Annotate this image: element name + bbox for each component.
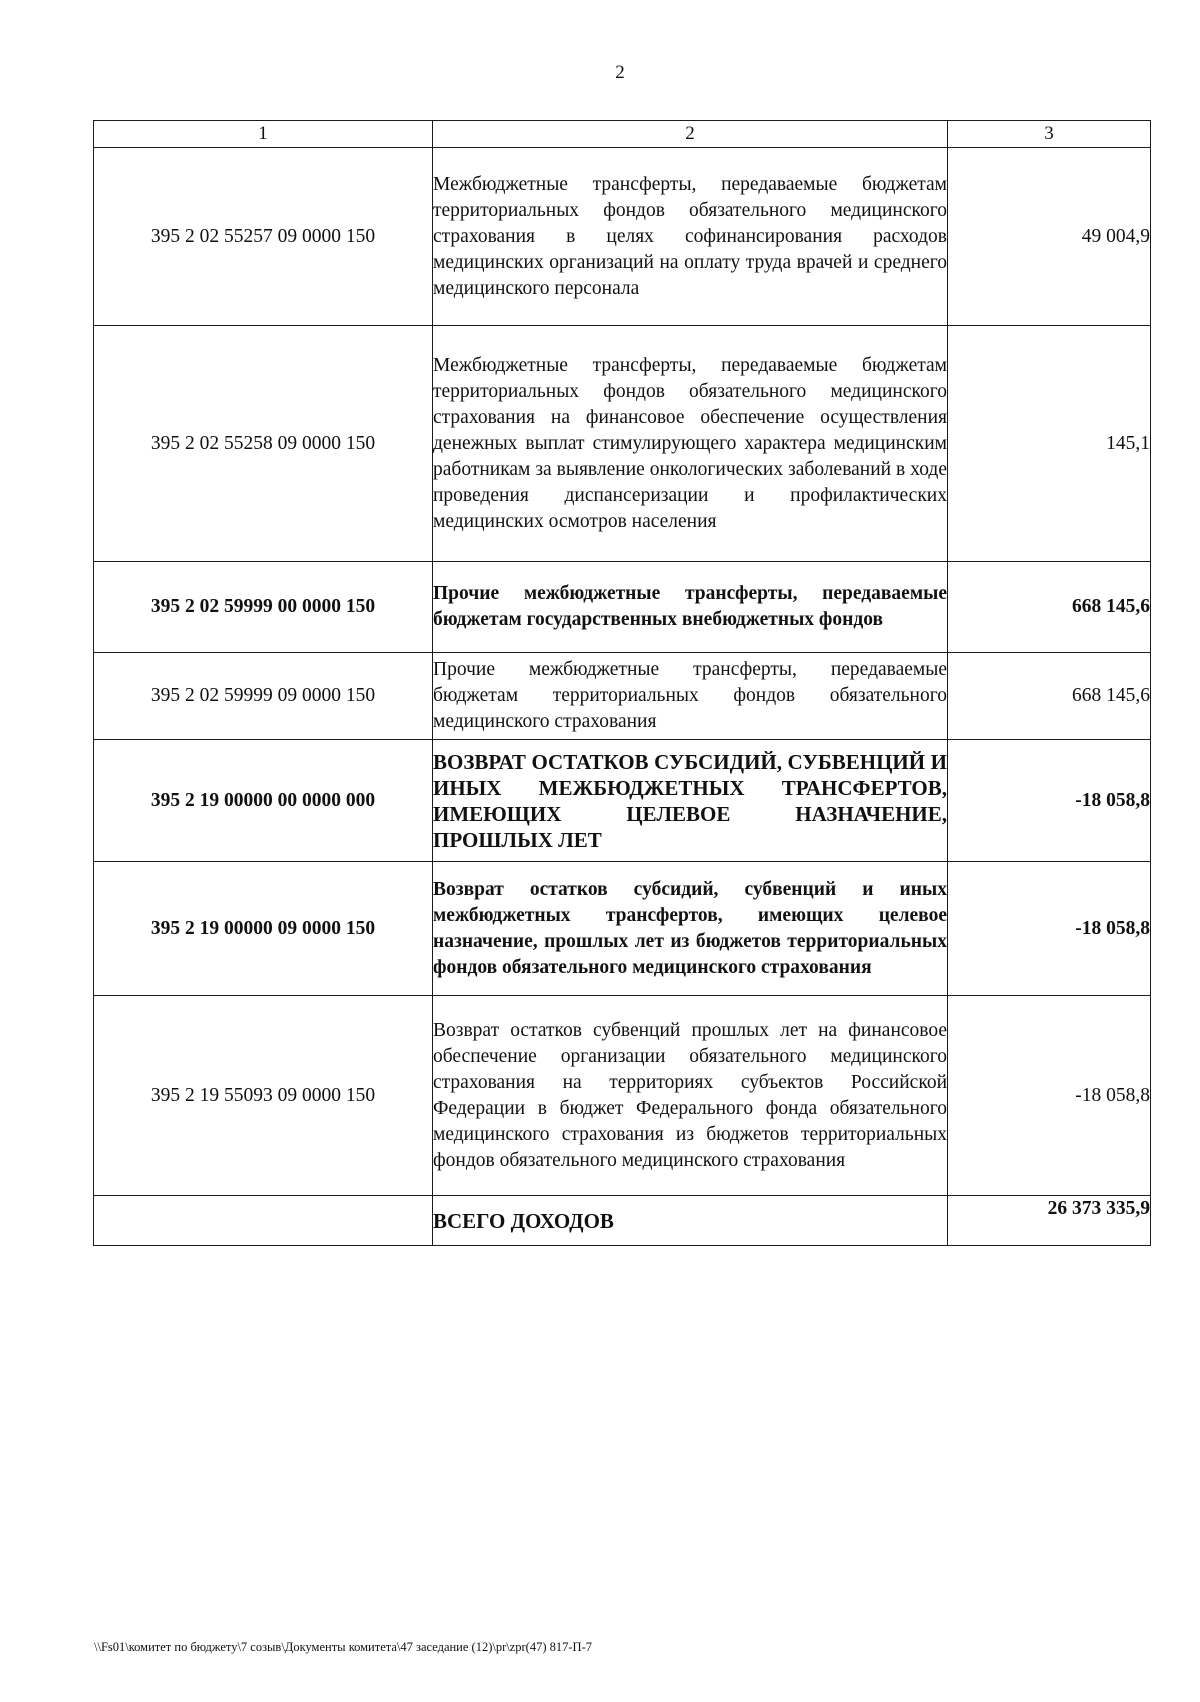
- row-code: 395 2 02 55258 09 0000 150: [94, 326, 433, 562]
- row-name: Прочие межбюджетные трансферты, передаваемые бюджетам государственных внебюджетных фондов: [433, 562, 948, 653]
- total-row: [94, 1196, 1151, 1246]
- column-header-name: 2: [433, 121, 948, 148]
- row-code: 395 2 02 59999 09 0000 150: [94, 653, 433, 740]
- row-amount: -18 058,8: [948, 996, 1151, 1196]
- row-amount: 668 145,6: [948, 562, 1151, 653]
- row-amount: 145,1: [948, 326, 1151, 562]
- table-row: [94, 562, 1151, 653]
- total-amount: 26 373 335,9: [948, 1196, 1151, 1246]
- row-code: 395 2 19 00000 09 0000 150: [94, 862, 433, 996]
- table-row: [94, 148, 1151, 326]
- table-row: [94, 996, 1151, 1196]
- row-code: 395 2 19 00000 00 0000 000: [94, 740, 433, 862]
- table-row: [94, 740, 1151, 862]
- table-header-row: [94, 121, 1151, 148]
- row-name: Возврат остатков субвенций прошлых лет на финансовое обеспечение организации обязательного медицинского страхования на территориях субъектов Российской Федерации в бюджет Федерального фонда обязательного медицинского страхования из бюджетов территориальных фондов обязательного медицинского страхования: [433, 996, 948, 1196]
- table-row: [94, 326, 1151, 562]
- row-code: 395 2 02 59999 00 0000 150: [94, 562, 433, 653]
- total-label: ВСЕГО ДОХОДОВ: [433, 1196, 948, 1246]
- row-amount: -18 058,8: [948, 862, 1151, 996]
- row-name: Межбюджетные трансферты, передаваемые бюджетам территориальных фондов обязательного медицинского страхования на финансовое обеспечение осуществления денежных выплат стимулирующего характера медицинским работникам за выявление онкологических заболеваний в ходе проведения диспансеризации и профилактических медицинских осмотров населения: [433, 326, 948, 562]
- row-amount: 49 004,9: [948, 148, 1151, 326]
- row-name: Прочие межбюджетные трансферты, передаваемые бюджетам территориальных фондов обязательного медицинского страхования: [433, 653, 948, 740]
- revenue-table: [93, 120, 1151, 1246]
- row-name: ВОЗВРАТ ОСТАТКОВ СУБСИДИЙ, СУБВЕНЦИЙ И ИНЫХ МЕЖБЮДЖЕТНЫХ ТРАНСФЕРТОВ, ИМЕЮЩИХ ЦЕЛЕВОЕ НАЗНАЧЕНИЕ, ПРОШЛЫХ ЛЕТ: [433, 740, 948, 862]
- row-name: Межбюджетные трансферты, передаваемые бюджетам территориальных фондов обязательного медицинского страхования в целях софинансирования расходов медицинских организаций на оплату труда врачей и среднего медицинского персонала: [433, 148, 948, 326]
- row-name: Возврат остатков субсидий, субвенций и иных межбюджетных трансфертов, имеющих целевое назначение, прошлых лет из бюджетов территориальных фондов обязательного медицинского страхования: [433, 862, 948, 996]
- row-code: 395 2 19 55093 09 0000 150: [94, 996, 433, 1196]
- page-number: 2: [615, 62, 625, 83]
- column-header-amount: 3: [948, 121, 1151, 148]
- table-row: [94, 862, 1151, 996]
- row-code: 395 2 02 55257 09 0000 150: [94, 148, 433, 326]
- row-amount: 668 145,6: [948, 653, 1151, 740]
- row-amount: -18 058,8: [948, 740, 1151, 862]
- table-row: [94, 653, 1151, 740]
- column-header-code: 1: [94, 121, 433, 148]
- total-code-empty: [94, 1196, 433, 1246]
- footer-file-path: \\Fs01\комитет по бюджету\7 созыв\Документы комитета\47 заседание (12)\pr\zpr(47) 817-П-7: [94, 1640, 592, 1654]
